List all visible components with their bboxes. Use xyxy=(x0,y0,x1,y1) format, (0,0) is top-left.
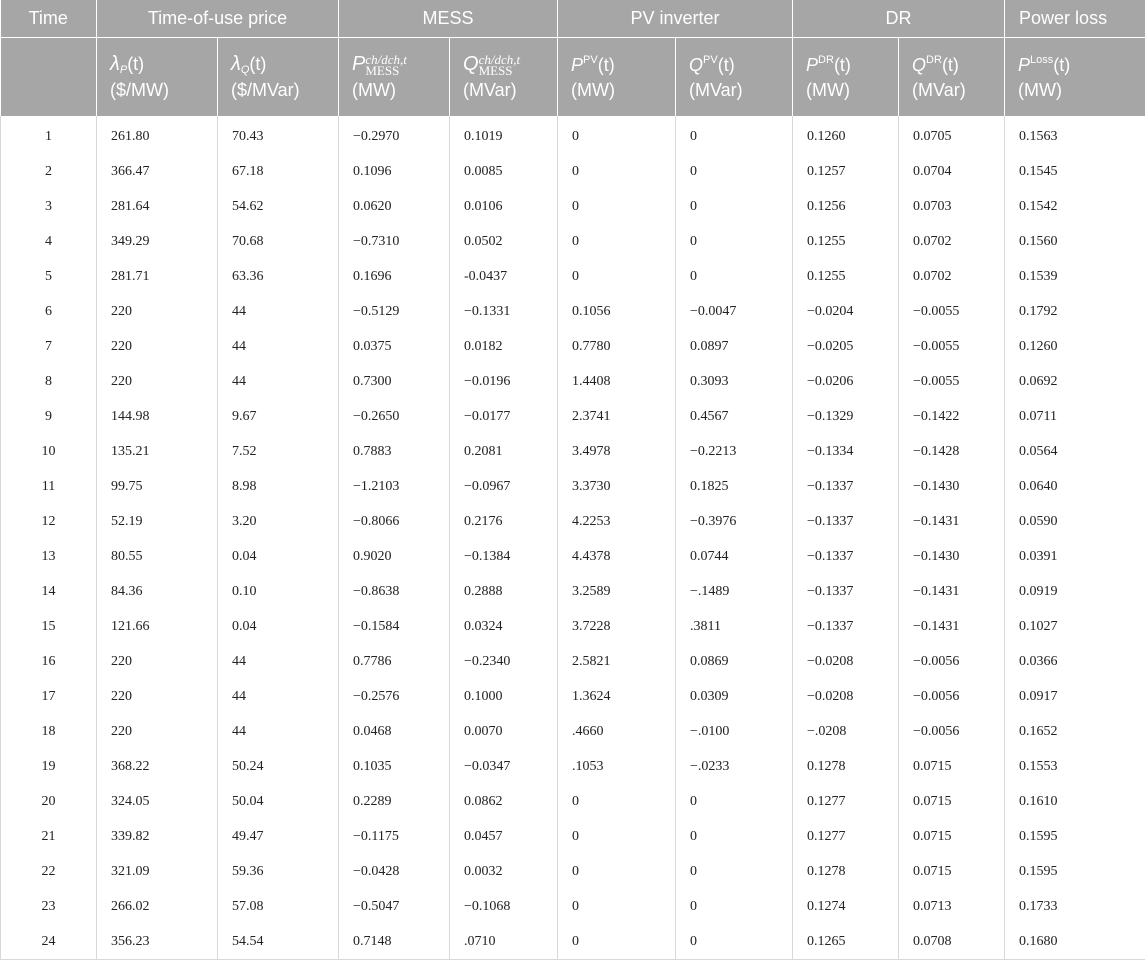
table-cell: −0.0206 xyxy=(793,364,899,399)
table-cell: 0.1260 xyxy=(1005,329,1145,364)
table-cell: 44 xyxy=(218,714,339,749)
time-cell: 17 xyxy=(1,679,97,714)
table-cell: −0.1584 xyxy=(339,609,450,644)
table-cell: 0.1027 xyxy=(1005,609,1145,644)
table-cell: −0.1430 xyxy=(899,539,1005,574)
time-cell: 6 xyxy=(1,294,97,329)
lambda-q-symbol: $\lambda_Q(t)$ xyxy=(218,38,339,79)
table-cell: 44 xyxy=(218,644,339,679)
table-cell: 0 xyxy=(558,154,676,189)
table-cell: 0.0391 xyxy=(1005,539,1145,574)
table-row xyxy=(1,189,1145,224)
table-cell: 0.2289 xyxy=(339,784,450,819)
loss-p-symbol: $P^{Loss}(t)$ xyxy=(1005,38,1145,79)
table-cell: 144.98 xyxy=(97,399,218,434)
table-cell: 57.08 xyxy=(218,889,339,924)
time-cell: 13 xyxy=(1,539,97,574)
table-cell: 0.10 xyxy=(218,574,339,609)
table-cell: 44 xyxy=(218,294,339,329)
table-row xyxy=(1,539,1145,574)
unit-cell: ($/MW) xyxy=(97,78,218,116)
time-cell: 11 xyxy=(1,469,97,504)
unit-cell: (MW) xyxy=(793,78,899,116)
table-cell: .1053 xyxy=(558,749,676,784)
table-cell: 0.1792 xyxy=(1005,294,1145,329)
time-cell: 22 xyxy=(1,854,97,889)
table-cell: .4660 xyxy=(558,714,676,749)
table-cell: 349.29 xyxy=(97,224,218,259)
table-cell: −0.5129 xyxy=(339,294,450,329)
table-cell: 0.0713 xyxy=(899,889,1005,924)
table-cell: −0.1422 xyxy=(899,399,1005,434)
table-cell: −0.1175 xyxy=(339,819,450,854)
unit-cell: ($/MVar) xyxy=(218,78,339,116)
table-cell: 135.21 xyxy=(97,434,218,469)
table-cell: 0.1256 xyxy=(793,189,899,224)
table-cell: 0.7300 xyxy=(339,364,450,399)
table-cell: 44 xyxy=(218,329,339,364)
table-cell: 0 xyxy=(558,889,676,924)
time-cell: 7 xyxy=(1,329,97,364)
table-cell: 3.20 xyxy=(218,504,339,539)
table-cell: 0.2081 xyxy=(450,434,558,469)
table-cell: 4.2253 xyxy=(558,504,676,539)
table-row xyxy=(1,574,1145,609)
table-cell: 281.64 xyxy=(97,189,218,224)
table-cell: 121.66 xyxy=(97,609,218,644)
table-cell: 0 xyxy=(676,259,793,294)
table-cell: 2.5821 xyxy=(558,644,676,679)
dr-header: DR xyxy=(793,0,1005,38)
table-cell: 266.02 xyxy=(97,889,218,924)
table-cell: 0 xyxy=(558,116,676,154)
table-cell: .0710 xyxy=(450,924,558,960)
table-row xyxy=(1,434,1145,469)
table-row xyxy=(1,294,1145,329)
table-cell: −0.1337 xyxy=(793,539,899,574)
table-cell: 2.3741 xyxy=(558,399,676,434)
table-cell: −0.0055 xyxy=(899,364,1005,399)
table-cell: 0.0468 xyxy=(339,714,450,749)
pv-p-symbol: $P^{PV}(t)$ xyxy=(558,38,676,79)
table-cell: 0.0564 xyxy=(1005,434,1145,469)
unit-cell: (MVar) xyxy=(450,78,558,116)
time-cell: 14 xyxy=(1,574,97,609)
table-cell: 67.18 xyxy=(218,154,339,189)
table-cell: −0.1334 xyxy=(793,434,899,469)
table-cell: 3.3730 xyxy=(558,469,676,504)
table-cell: 0.0457 xyxy=(450,819,558,854)
table-cell: 261.80 xyxy=(97,116,218,154)
table-cell: 0.1056 xyxy=(558,294,676,329)
table-cell: −0.0047 xyxy=(676,294,793,329)
table-cell: 0.1680 xyxy=(1005,924,1145,960)
table-cell: 0.2176 xyxy=(450,504,558,539)
time-cell: 2 xyxy=(1,154,97,189)
table-cell: 0 xyxy=(558,189,676,224)
table-cell: 0.1539 xyxy=(1005,259,1145,294)
table-cell: −.0100 xyxy=(676,714,793,749)
table-cell: 0.0309 xyxy=(676,679,793,714)
table-cell: 0.0708 xyxy=(899,924,1005,960)
table-cell: 1.3624 xyxy=(558,679,676,714)
table-cell: 0.1652 xyxy=(1005,714,1145,749)
table-cell: 220 xyxy=(97,329,218,364)
table-cell: 0.0711 xyxy=(1005,399,1145,434)
header-symbol-row xyxy=(1,38,1145,79)
table-row xyxy=(1,329,1145,364)
table-cell: −0.0428 xyxy=(339,854,450,889)
table-cell: 0.0715 xyxy=(899,749,1005,784)
table-cell: 54.54 xyxy=(218,924,339,960)
table-cell: .3811 xyxy=(676,609,793,644)
time-cell: 4 xyxy=(1,224,97,259)
dr-q-symbol: $Q^{DR}(t)$ xyxy=(899,38,1005,79)
table-cell: 50.24 xyxy=(218,749,339,784)
table-cell: −0.0204 xyxy=(793,294,899,329)
table-cell: 0.1277 xyxy=(793,784,899,819)
unit-cell: (MVar) xyxy=(899,78,1005,116)
table-cell: 52.19 xyxy=(97,504,218,539)
table-cell: 0.0704 xyxy=(899,154,1005,189)
table-row xyxy=(1,749,1145,784)
table-cell: −0.0177 xyxy=(450,399,558,434)
table-cell: −0.0056 xyxy=(899,679,1005,714)
table-row xyxy=(1,714,1145,749)
table-cell: 0.0862 xyxy=(450,784,558,819)
time-cell: 10 xyxy=(1,434,97,469)
table-cell: 59.36 xyxy=(218,854,339,889)
mess-p-symbol: P ch/dch,t MESS xyxy=(339,38,450,79)
table-cell: 0.0919 xyxy=(1005,574,1145,609)
table-cell: 0.1825 xyxy=(676,469,793,504)
table-cell: 0.0640 xyxy=(1005,469,1145,504)
table-cell: 84.36 xyxy=(97,574,218,609)
table-cell: 281.71 xyxy=(97,259,218,294)
pv-q-symbol: $Q^{PV}(t)$ xyxy=(676,38,793,79)
header-group-row xyxy=(1,0,1145,38)
table-cell: 0.1553 xyxy=(1005,749,1145,784)
table-cell: −0.0205 xyxy=(793,329,899,364)
table-cell: 0 xyxy=(676,784,793,819)
table-cell: 0.1545 xyxy=(1005,154,1145,189)
mess-q-symbol: Q ch/dch,t MESS xyxy=(450,38,558,79)
table-cell: −0.0056 xyxy=(899,714,1005,749)
table-cell: 0.1542 xyxy=(1005,189,1145,224)
table-cell: −.0233 xyxy=(676,749,793,784)
table-row xyxy=(1,116,1145,154)
time-cell: 8 xyxy=(1,364,97,399)
table-cell: 0 xyxy=(676,924,793,960)
table-cell: 0.1278 xyxy=(793,854,899,889)
time-cell: 9 xyxy=(1,399,97,434)
table-cell: 0.1257 xyxy=(793,154,899,189)
table-cell: 0.1563 xyxy=(1005,116,1145,154)
table-cell: −0.1430 xyxy=(899,469,1005,504)
table-cell: 0.0744 xyxy=(676,539,793,574)
table-cell: 0 xyxy=(558,259,676,294)
table-cell: 0.1278 xyxy=(793,749,899,784)
table-cell: −0.7310 xyxy=(339,224,450,259)
table-header xyxy=(1,0,1145,116)
time-cell: 18 xyxy=(1,714,97,749)
table-cell: −0.1428 xyxy=(899,434,1005,469)
table-cell: −0.2213 xyxy=(676,434,793,469)
table-cell: 0.1000 xyxy=(450,679,558,714)
table-cell: 0.1019 xyxy=(450,116,558,154)
table-cell: −.0208 xyxy=(793,714,899,749)
table-cell: −0.1431 xyxy=(899,504,1005,539)
table-cell: 3.4978 xyxy=(558,434,676,469)
time-cell: 21 xyxy=(1,819,97,854)
table-cell: 0.0715 xyxy=(899,784,1005,819)
table-cell: −0.1384 xyxy=(450,539,558,574)
table-cell: −1.2103 xyxy=(339,469,450,504)
tou-price-header: Time-of-use price xyxy=(97,0,339,38)
table-cell: −0.1431 xyxy=(899,609,1005,644)
unit-cell: (MW) xyxy=(1005,78,1145,116)
table-cell: −0.1337 xyxy=(793,469,899,504)
table-cell: 0.1595 xyxy=(1005,819,1145,854)
table-cell: 0.0032 xyxy=(450,854,558,889)
table-cell: −0.5047 xyxy=(339,889,450,924)
table-cell: 0.1255 xyxy=(793,259,899,294)
table-cell: 0.2888 xyxy=(450,574,558,609)
table-cell: 0 xyxy=(676,189,793,224)
time-cell: 1 xyxy=(1,116,97,154)
table-row xyxy=(1,259,1145,294)
table-cell: 220 xyxy=(97,364,218,399)
table-cell: 0 xyxy=(558,224,676,259)
time-cell: 3 xyxy=(1,189,97,224)
table-cell: 0.0375 xyxy=(339,329,450,364)
table-cell: 220 xyxy=(97,679,218,714)
table-cell: −0.8638 xyxy=(339,574,450,609)
table-cell: −0.1337 xyxy=(793,504,899,539)
unit-cell: (MVar) xyxy=(676,78,793,116)
table-cell: 324.05 xyxy=(97,784,218,819)
table-cell: 0.0703 xyxy=(899,189,1005,224)
table-cell: 0.7148 xyxy=(339,924,450,960)
table-cell: 0.0106 xyxy=(450,189,558,224)
table-cell: 44 xyxy=(218,364,339,399)
table-row xyxy=(1,364,1145,399)
table-cell: 0.0715 xyxy=(899,819,1005,854)
time-cell: 5 xyxy=(1,259,97,294)
unit-cell: (MW) xyxy=(339,78,450,116)
table-cell: 0.1733 xyxy=(1005,889,1145,924)
table-cell: −0.2650 xyxy=(339,399,450,434)
table-cell: 44 xyxy=(218,679,339,714)
table-cell: −0.0967 xyxy=(450,469,558,504)
table-row xyxy=(1,399,1145,434)
table-cell: 0.7883 xyxy=(339,434,450,469)
dr-p-symbol: $P^{DR}(t)$ xyxy=(793,38,899,79)
table-cell: 366.47 xyxy=(97,154,218,189)
table-cell: 0.04 xyxy=(218,539,339,574)
table-cell: 0.0366 xyxy=(1005,644,1145,679)
table-cell: 0.0085 xyxy=(450,154,558,189)
table-cell: 0.0182 xyxy=(450,329,558,364)
table-row xyxy=(1,224,1145,259)
table-cell: −0.0055 xyxy=(899,294,1005,329)
table-cell: 99.75 xyxy=(97,469,218,504)
table-cell: 0.0705 xyxy=(899,116,1005,154)
time-cell: 19 xyxy=(1,749,97,784)
time-cell: 23 xyxy=(1,889,97,924)
table-cell: 50.04 xyxy=(218,784,339,819)
table-cell: −0.1329 xyxy=(793,399,899,434)
table-cell: 339.82 xyxy=(97,819,218,854)
table-cell: 0.1595 xyxy=(1005,854,1145,889)
table-cell: −0.1337 xyxy=(793,574,899,609)
table-cell: −0.0055 xyxy=(899,329,1005,364)
table-cell: 0.7786 xyxy=(339,644,450,679)
table-row xyxy=(1,854,1145,889)
table-row xyxy=(1,679,1145,714)
table-cell: −0.3976 xyxy=(676,504,793,539)
table-cell: 0.0869 xyxy=(676,644,793,679)
table-cell: 80.55 xyxy=(97,539,218,574)
empty-header-cell xyxy=(1,38,97,79)
table-cell: −0.0056 xyxy=(899,644,1005,679)
time-cell: 15 xyxy=(1,609,97,644)
table-cell: 0 xyxy=(558,784,676,819)
table-cell: 0 xyxy=(676,854,793,889)
table-cell: 7.52 xyxy=(218,434,339,469)
table-cell: 0 xyxy=(676,819,793,854)
table-cell: 0.0917 xyxy=(1005,679,1145,714)
table-cell: 0.04 xyxy=(218,609,339,644)
header-unit-row xyxy=(1,78,1145,116)
table-cell: 368.22 xyxy=(97,749,218,784)
power-loss-header: Power loss xyxy=(1005,0,1145,38)
table-cell: 0.0502 xyxy=(450,224,558,259)
table-row xyxy=(1,819,1145,854)
time-cell: 24 xyxy=(1,924,97,960)
table-cell: 3.7228 xyxy=(558,609,676,644)
table-cell: 0.3093 xyxy=(676,364,793,399)
table-cell: 0.1096 xyxy=(339,154,450,189)
table-cell: 220 xyxy=(97,294,218,329)
table-cell: 0.0590 xyxy=(1005,504,1145,539)
mess-header: MESS xyxy=(339,0,558,38)
table-cell: 49.47 xyxy=(218,819,339,854)
table-cell: 0.1255 xyxy=(793,224,899,259)
table-cell: 70.68 xyxy=(218,224,339,259)
table-cell: −0.2576 xyxy=(339,679,450,714)
table-cell: 0.7780 xyxy=(558,329,676,364)
table-cell: 8.98 xyxy=(218,469,339,504)
table-cell: −0.1337 xyxy=(793,609,899,644)
table-row xyxy=(1,889,1145,924)
table-cell: 220 xyxy=(97,714,218,749)
table-cell: 4.4378 xyxy=(558,539,676,574)
table-cell: 0.4567 xyxy=(676,399,793,434)
empty-header-cell xyxy=(1,78,97,116)
table-cell: −0.0208 xyxy=(793,679,899,714)
table-cell: 0.1696 xyxy=(339,259,450,294)
table-cell: 321.09 xyxy=(97,854,218,889)
table-cell: 1.4408 xyxy=(558,364,676,399)
table-row xyxy=(1,644,1145,679)
table-cell: 0.0620 xyxy=(339,189,450,224)
table-row xyxy=(1,784,1145,819)
table-cell: 220 xyxy=(97,644,218,679)
table-cell: 0 xyxy=(676,224,793,259)
table-cell: 0.1260 xyxy=(793,116,899,154)
table-cell: 3.2589 xyxy=(558,574,676,609)
table-cell: 0.0897 xyxy=(676,329,793,364)
table-cell: 0.0702 xyxy=(899,259,1005,294)
table-row xyxy=(1,609,1145,644)
table-cell: 0.0715 xyxy=(899,854,1005,889)
table-cell: −0.1331 xyxy=(450,294,558,329)
table-row xyxy=(1,504,1145,539)
table-cell: −0.0196 xyxy=(450,364,558,399)
pv-inverter-header: PV inverter xyxy=(558,0,793,38)
table-cell: −0.2340 xyxy=(450,644,558,679)
lambda-p-symbol: $\lambda_P(t)$ xyxy=(97,38,218,79)
table-cell: 0.1610 xyxy=(1005,784,1145,819)
table-cell: −0.2970 xyxy=(339,116,450,154)
table-cell: −0.1068 xyxy=(450,889,558,924)
table-cell: 0.1265 xyxy=(793,924,899,960)
table-cell: 0.1035 xyxy=(339,749,450,784)
time-cell: 16 xyxy=(1,644,97,679)
table-row xyxy=(1,924,1145,960)
table-cell: 0 xyxy=(676,889,793,924)
table-cell: 63.36 xyxy=(218,259,339,294)
time-cell: 12 xyxy=(1,504,97,539)
table-cell: 9.67 xyxy=(218,399,339,434)
table-cell: 0 xyxy=(558,819,676,854)
table-cell: 0.1277 xyxy=(793,819,899,854)
table-cell: 0.1560 xyxy=(1005,224,1145,259)
table-cell: 0.0702 xyxy=(899,224,1005,259)
table-cell: 0.0692 xyxy=(1005,364,1145,399)
table-cell: 0.1274 xyxy=(793,889,899,924)
table-cell: 356.23 xyxy=(97,924,218,960)
table-body xyxy=(1,116,1145,960)
table-cell: 54.62 xyxy=(218,189,339,224)
unit-cell: (MW) xyxy=(558,78,676,116)
table-row xyxy=(1,154,1145,189)
table-cell: 0 xyxy=(558,854,676,889)
table-cell: 0 xyxy=(558,924,676,960)
table-cell: 0 xyxy=(676,116,793,154)
table-cell: −.1489 xyxy=(676,574,793,609)
table-cell: 0 xyxy=(676,154,793,189)
table-row xyxy=(1,469,1145,504)
time-cell: 20 xyxy=(1,784,97,819)
table-cell: 0.0070 xyxy=(450,714,558,749)
table-cell: -0.0437 xyxy=(450,259,558,294)
table-cell: 0.0324 xyxy=(450,609,558,644)
table-cell: −0.1431 xyxy=(899,574,1005,609)
table-cell: 0.9020 xyxy=(339,539,450,574)
table-cell: −0.0347 xyxy=(450,749,558,784)
table-cell: −0.8066 xyxy=(339,504,450,539)
table-cell: 70.43 xyxy=(218,116,339,154)
table-cell: −0.0208 xyxy=(793,644,899,679)
time-header: Time xyxy=(1,0,97,38)
